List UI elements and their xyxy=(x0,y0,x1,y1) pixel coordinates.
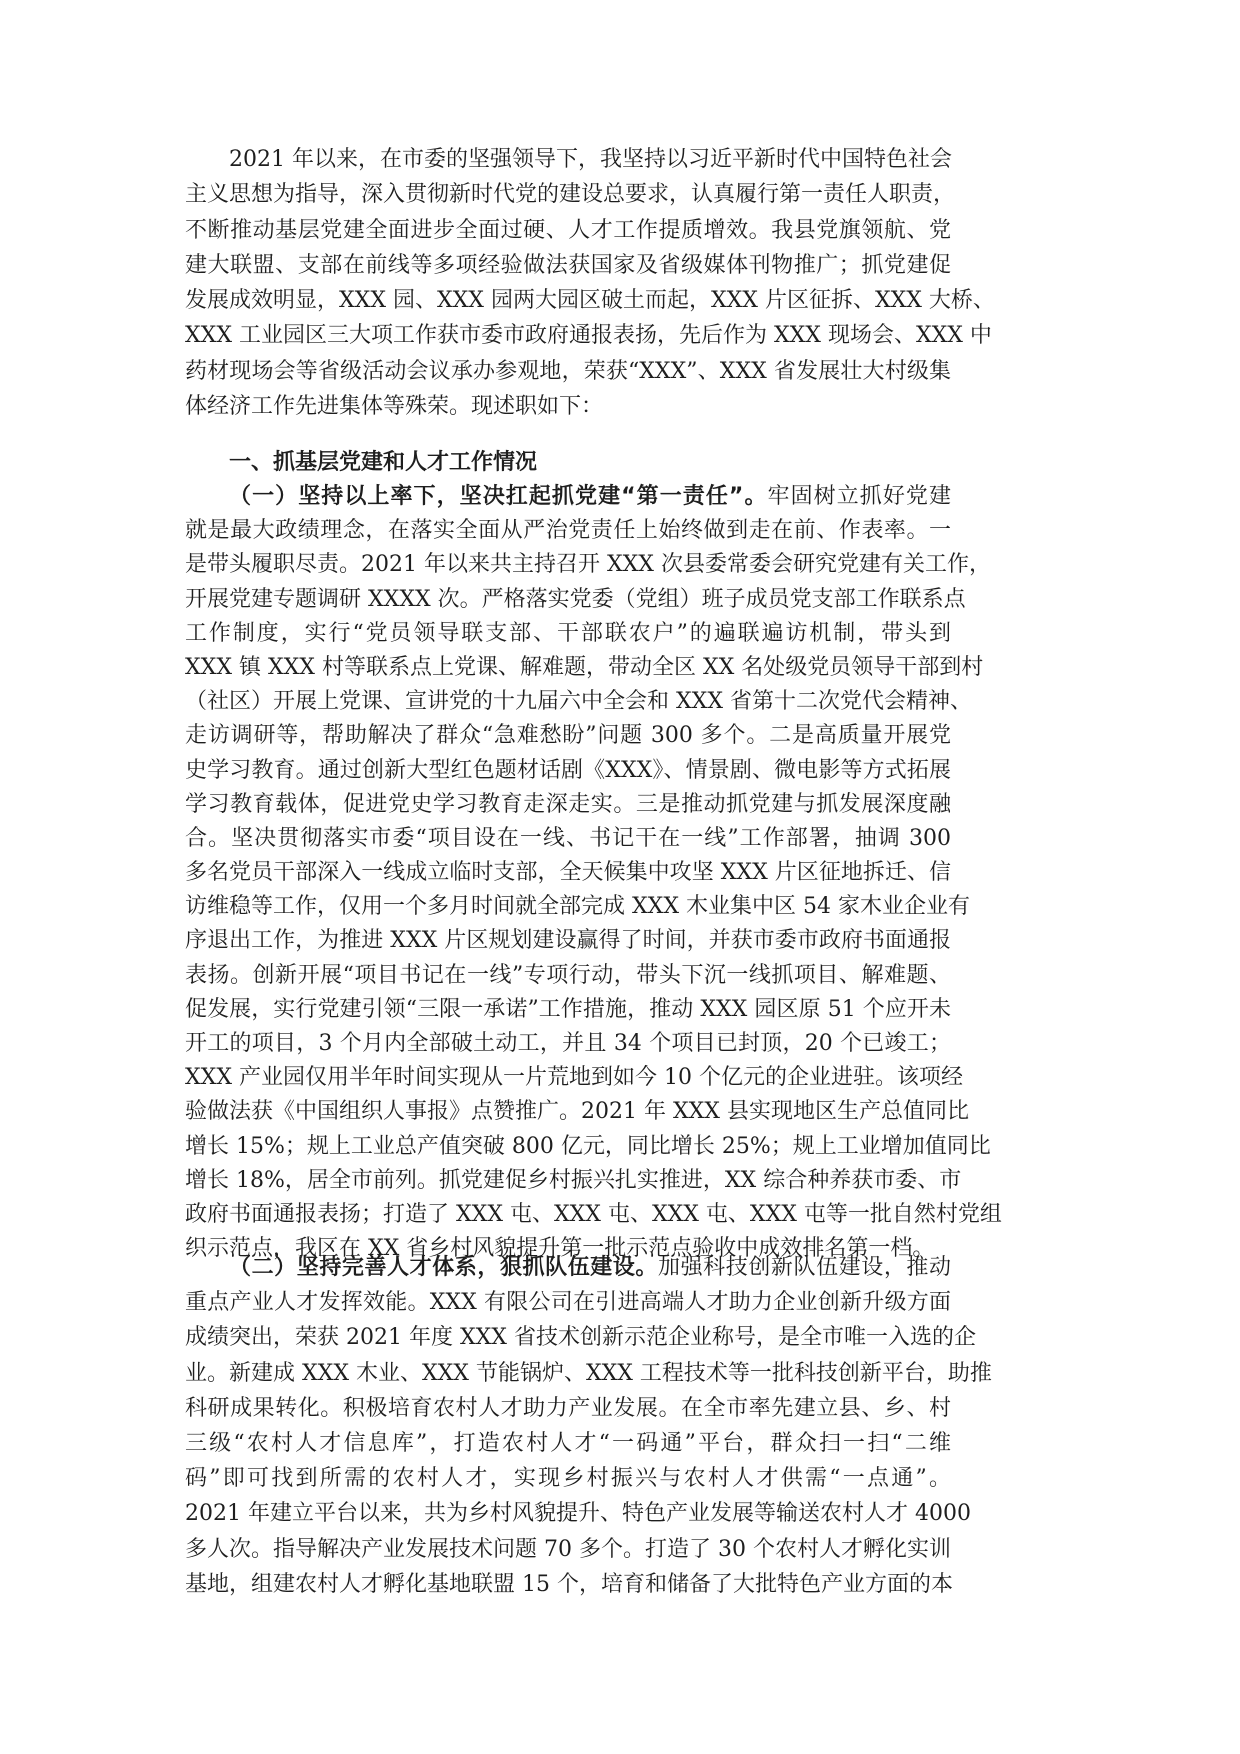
text-line xyxy=(185,354,951,389)
subsection-title: （一）坚持以上率下，坚决扛起抓党建“第一责任”。 xyxy=(229,484,768,509)
text-line xyxy=(185,822,951,856)
text-line xyxy=(185,318,992,353)
line-text: 表扬。创新开展“项目书记在一线”专项行动，带头下沉一线抓项目、解难题、 xyxy=(185,962,951,988)
text-line xyxy=(185,213,951,248)
text-line xyxy=(185,1426,951,1461)
text-line xyxy=(185,1356,992,1391)
line-text: 成绩突出，荣获 2021 年度 XXX 省技术创新示范企业称号，是全市唯一入选的企 xyxy=(185,1325,976,1351)
line-text: 三级“农村人才信息库”，打造农村人才“一码通”平台，群众扫一扫“二维 xyxy=(185,1430,951,1456)
text-line xyxy=(185,651,984,685)
line-text: 开工的项目，3 个月内全部破土动工，并且 34 个项目已封顶，20 个已竣工； xyxy=(185,1031,951,1056)
text-line xyxy=(185,389,951,424)
line-text: 加强科技创新队伍建设，推动 xyxy=(658,1255,951,1280)
line-text: 不断推动基层党建全面进步全面过硬、人才工作提质增效。我县党旗领航、党 xyxy=(185,217,951,243)
text-line xyxy=(185,1567,951,1602)
line-text: 增长 18%，居全市前列。抓党建促乡村振兴扎实推进，XX 综合种养获市委、市 xyxy=(185,1167,962,1193)
line-text: XXX 工业园区三大项工作获市委市政府通报表扬，先后作为 XXX 现场会、XXX 中 xyxy=(185,323,992,349)
text-line xyxy=(185,959,951,993)
subsection-title: （二）坚持完善人才体系，狠抓队伍建设。 xyxy=(229,1255,659,1280)
text-line xyxy=(185,890,970,924)
text-line xyxy=(185,1391,951,1426)
text-line xyxy=(185,177,956,212)
text-line xyxy=(185,480,951,514)
line-text: 建大联盟、支部在前线等多项经验做法获国家及省级媒体刊物推广；抓党建促 xyxy=(185,252,951,278)
line-text: 促发展，实行党建引领“三限一承诺”工作措施，推动 XXX 园区原 51 个应开未 xyxy=(185,996,951,1022)
text-line xyxy=(185,1061,963,1095)
text-line xyxy=(185,1285,951,1320)
line-text: 科研成果转化。积极培育农村人才助力产业发展。在全市率先建立县、乡、村 xyxy=(185,1395,951,1421)
text-line xyxy=(185,548,991,582)
line-text: 织示范点，我区在 XX 省乡村风貌提升第一批示范点验收中成效排名第一档。 xyxy=(185,1236,935,1262)
text-line xyxy=(185,924,951,958)
text-line xyxy=(185,1461,951,1496)
line-text: 开展党建专题调研 XXXX 次。严格落实党委（党组）班子成员党支部工作联系点 xyxy=(185,586,966,612)
text-line xyxy=(185,1198,1002,1232)
text-line xyxy=(185,1496,971,1531)
text-line xyxy=(185,1164,962,1198)
line-text: 就是最大政绩理念，在落实全面从严治党责任上始终做到走在前、作表率。一 xyxy=(185,518,951,544)
line-text: 码”即可找到所需的农村人才，实现乡村振兴与农村人才供需“一点通”。 xyxy=(185,1466,951,1492)
line-text: 验做法获《中国组织人事报》点赞推广。2021 年 XXX 县实现地区生产总值同比 xyxy=(185,1099,969,1125)
text-line xyxy=(185,993,951,1027)
line-text: 体经济工作先进集体等殊荣。现述职如下： xyxy=(185,394,604,420)
text-line xyxy=(185,856,951,890)
section-heading: 一、抓基层党建和人才工作情况 xyxy=(229,450,538,475)
line-text: 合。坚决贯彻落实市委“项目设在一线、书记干在一线”工作部署，抽调 300 xyxy=(185,825,951,851)
line-text: XXX 产业园仅用半年时间实现从一片荒地到如今 10 个亿元的企业进驻。该项经 xyxy=(185,1065,963,1091)
line-text: XXX 镇 XXX 村等联系点上党课、解难题，带动全区 XX 名处级党员领导干部到村 xyxy=(185,654,984,680)
line-text: 牢固树立抓好党建 xyxy=(767,484,951,509)
line-text: 药材现场会等省级活动会议承办参观地，荣获“XXX”、XXX 省发展壮大村级集 xyxy=(185,358,951,384)
line-text: 2021 年以来，在市委的坚强领导下，我坚持以习近平新时代中国特色社会 xyxy=(229,147,952,172)
section-1-paragraph xyxy=(185,480,1002,1266)
intro-paragraph xyxy=(185,142,995,424)
text-line xyxy=(185,1532,951,1567)
section-2-paragraph xyxy=(185,1250,992,1602)
line-text: 序退出工作，为推进 XXX 片区规划建设赢得了时间，并获市委市政府书面通报 xyxy=(185,928,951,954)
text-line xyxy=(185,248,951,283)
text-line xyxy=(185,1320,976,1355)
line-text: 学习教育载体，促进党史学习教育走深走实。三是推动抓党建与抓发展深度融 xyxy=(185,791,951,817)
line-text: 增长 15%；规上工业总产值突破 800 亿元，同比增长 25%；规上工业增加值同比 xyxy=(185,1133,991,1159)
line-text: 史学习教育。通过创新大型红色题材话剧《XXX》、情景剧、微电影等方式拓展 xyxy=(185,757,951,783)
text-line xyxy=(185,583,966,617)
text-line xyxy=(185,788,951,822)
text-line xyxy=(185,719,951,753)
line-text: 多人次。指导解决产业发展技术问题 70 多个。打造了 30 个农村人才孵化实训 xyxy=(185,1536,951,1562)
line-text: 多名党员干部深入一线成立临时支部，全天候集中攻坚 XXX 片区征地拆迁、信 xyxy=(185,860,951,886)
text-line xyxy=(185,1130,991,1164)
line-text: 基地，组建农村人才孵化基地联盟 15 个，培育和储备了大批特色产业方面的本 xyxy=(185,1571,953,1597)
text-line xyxy=(185,283,995,318)
text-line xyxy=(185,142,951,177)
text-line xyxy=(185,514,951,548)
text-line xyxy=(185,617,951,651)
line-text: 工作制度，实行“党员领导联支部、干部联农户”的遍联遍访机制，带头到 xyxy=(185,620,951,646)
line-text: 业。新建成 XXX 木业、XXX 节能锅炉、XXX 工程技术等一批科技创新平台，助推 xyxy=(185,1360,992,1386)
line-text: 发展成效明显，XXX 园、XXX 园两大园区破土而起，XXX 片区征拆、XXX 大桥、 xyxy=(185,288,995,314)
line-text: 是带头履职尽责。2021 年以来共主持召开 XXX 次县委常委会研究党建有关工作， xyxy=(185,552,991,578)
line-text: 重点产业人才发挥效能。XXX 有限公司在引进高端人才助力企业创新升级方面 xyxy=(185,1290,951,1316)
text-line xyxy=(185,754,951,788)
line-text: 主义思想为指导，深入贯彻新时代党的建设总要求，认真履行第一责任人职责， xyxy=(185,182,956,208)
line-text: 2021 年建立平台以来，共为乡村风貌提升、特色产业发展等输送农村人才 4000 xyxy=(185,1501,971,1527)
text-line xyxy=(185,1095,969,1129)
line-text: 政府书面通报表扬；打造了 XXX 屯、XXX 屯、XXX 屯、XXX 屯等一批自然村党组 xyxy=(185,1201,1002,1227)
text-line xyxy=(185,1027,951,1061)
line-text: （社区）开展上党课、宣讲党的十九届六中全会和 XXX 省第十二次党代会精神、 xyxy=(185,689,972,715)
text-line xyxy=(185,685,972,719)
line-text: 访维稳等工作，仅用一个多月时间就全部完成 XXX 木业集中区 54 家木业企业有 xyxy=(185,894,970,920)
text-line xyxy=(185,1250,951,1285)
line-text: 走访调研等，帮助解决了群众“急难愁盼”问题 300 多个。二是高质量开展党 xyxy=(185,723,951,749)
